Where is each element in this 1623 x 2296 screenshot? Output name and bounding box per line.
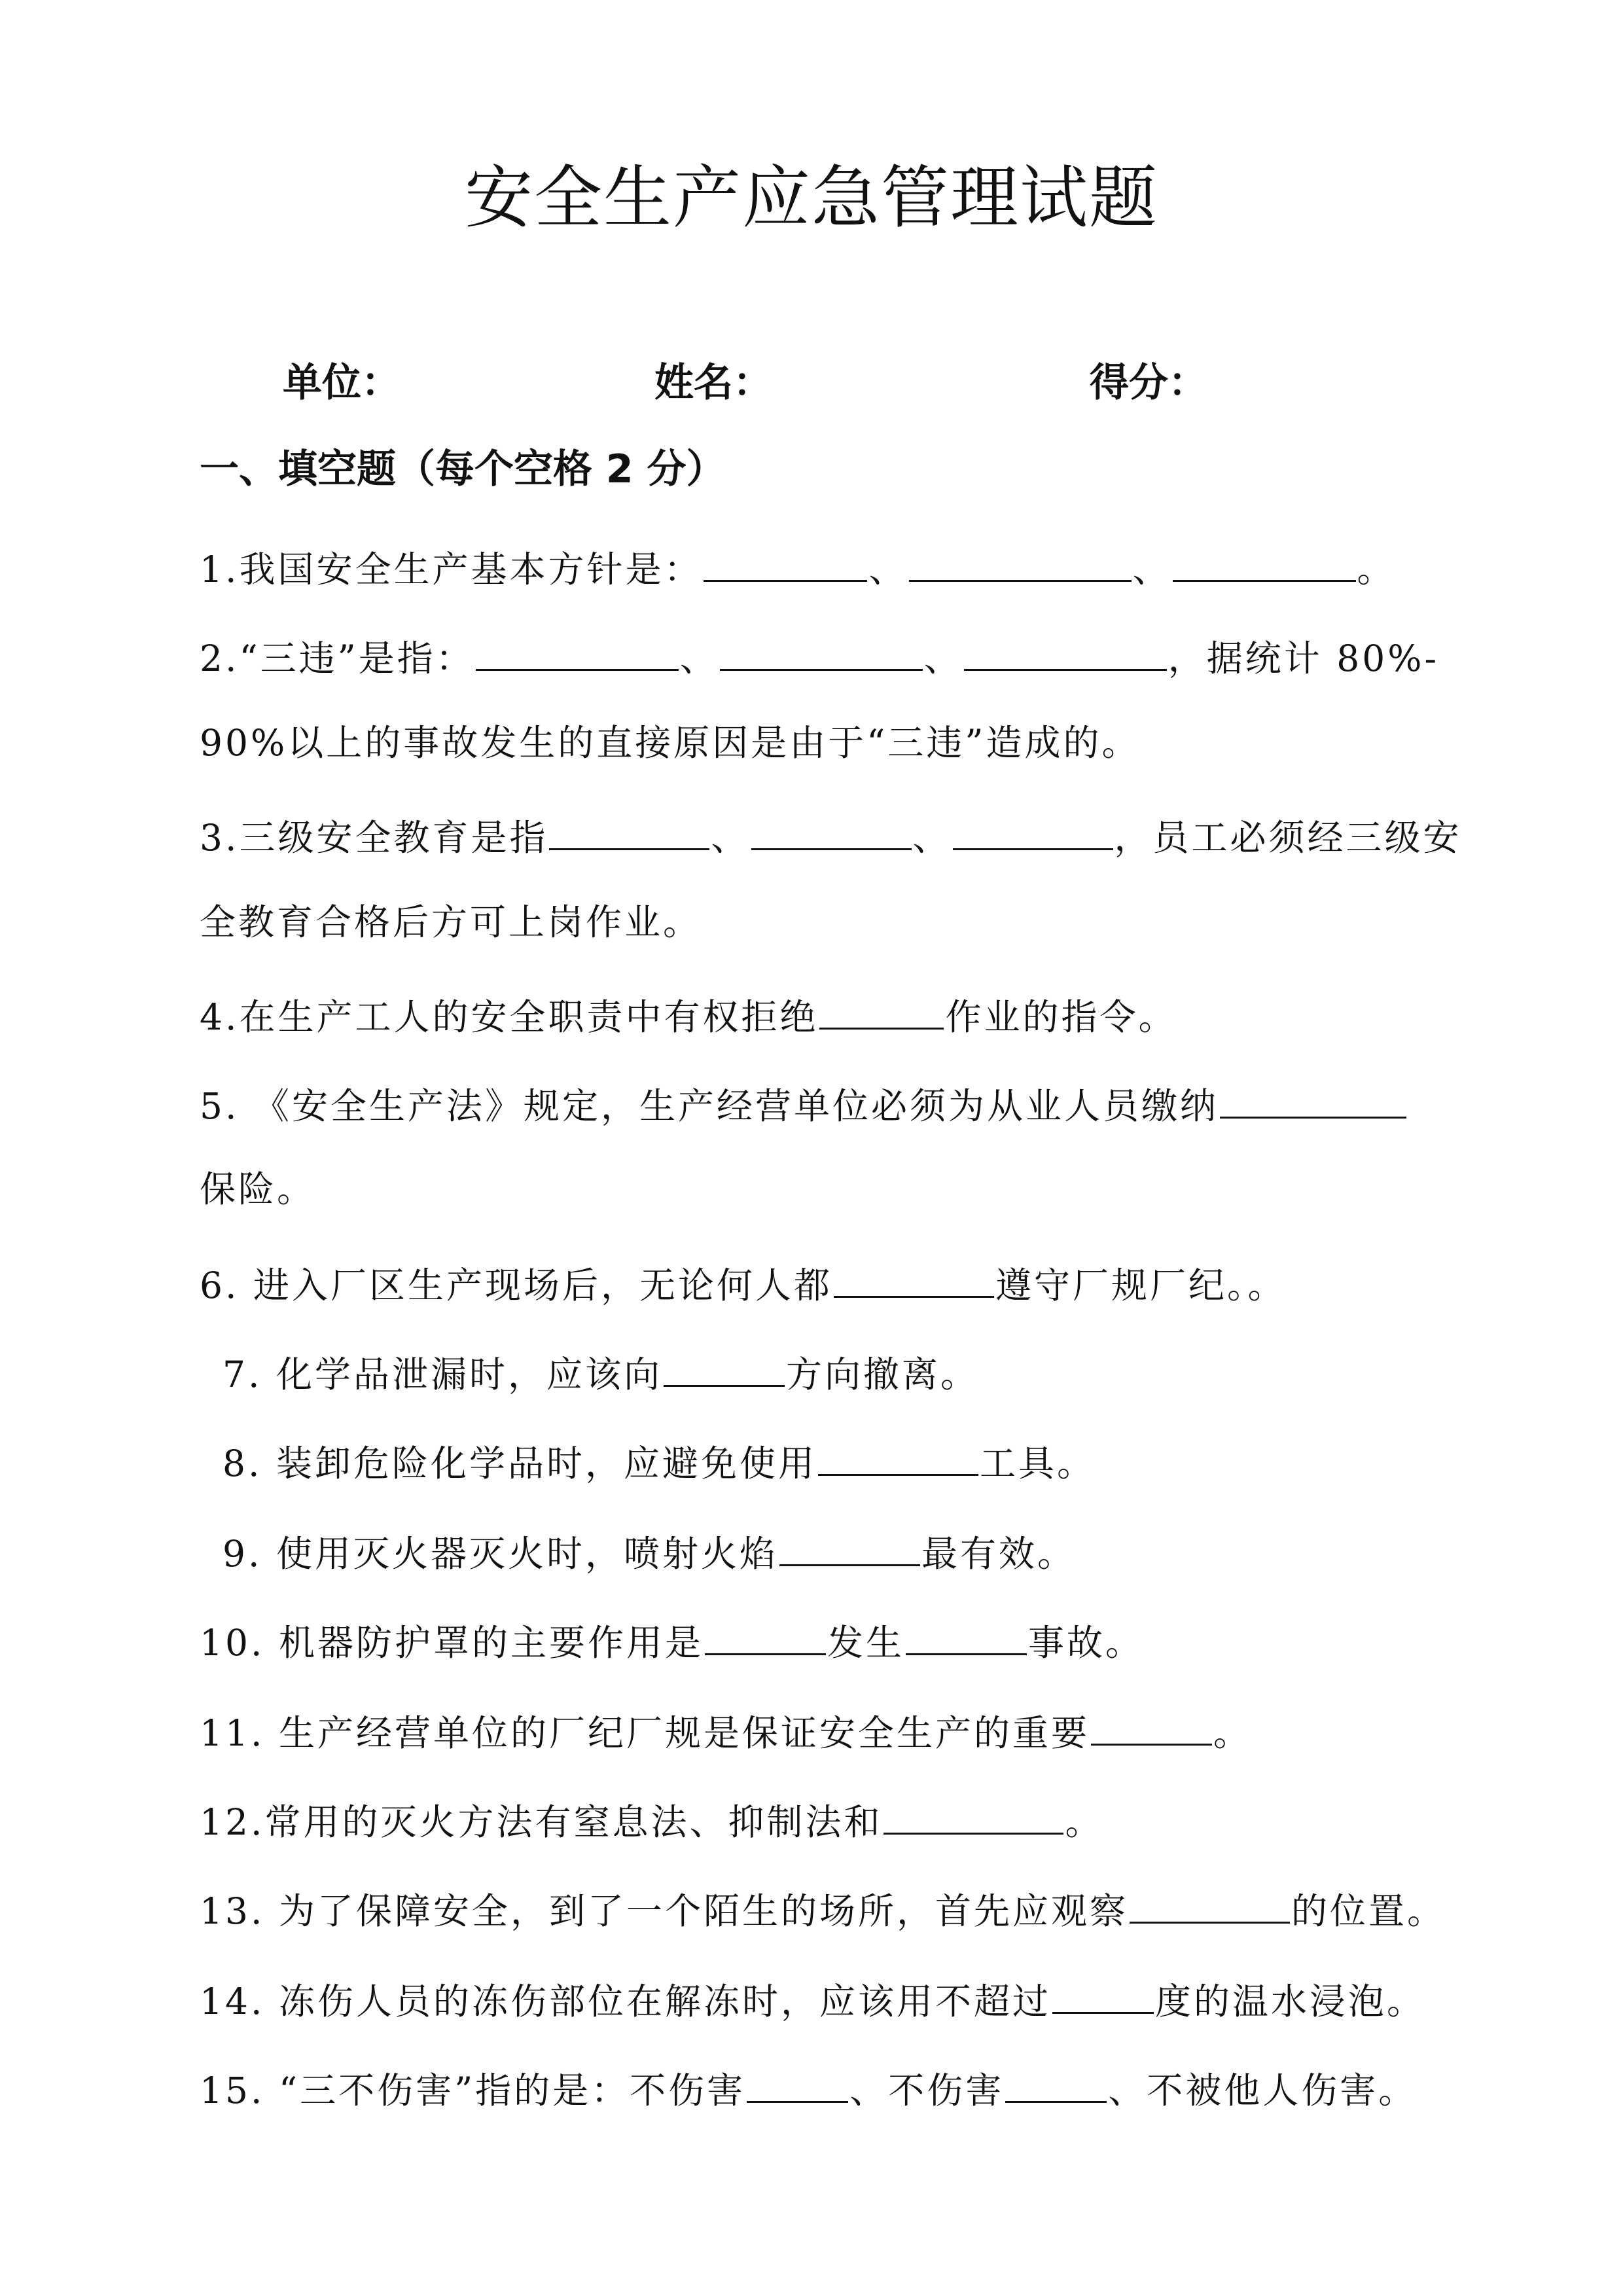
- question-9: 9. 使用灭火器灭火时，喷射火焰 最有效。: [223, 1518, 1076, 1583]
- answer-blank[interactable]: [818, 1428, 978, 1476]
- answer-blank[interactable]: [964, 623, 1167, 671]
- question-10: 10. 机器防护罩的主要作用是 发生 事故。: [200, 1607, 1144, 1672]
- question-1: 1.我国安全生产基本方针是： 、 、 。: [200, 534, 1396, 599]
- answer-blank[interactable]: [476, 623, 679, 671]
- answer-blank[interactable]: [720, 623, 923, 671]
- question-12-text: 12.常用的灭火方法有窒息法、抑制法和: [200, 1801, 883, 1843]
- answer-blank[interactable]: [704, 534, 867, 582]
- question-4-text: 4.在生产工人的安全职责中有权拒绝: [200, 996, 819, 1038]
- answer-blank[interactable]: [909, 534, 1132, 582]
- question-5-text: 5. 《安全生产法》规定，生产经营单位必须为从业人员缴纳: [200, 1085, 1219, 1127]
- question-8: 8. 装卸危险化学品时，应避免使用 工具。: [223, 1428, 1096, 1493]
- question-5-continued: 保险。: [200, 1168, 316, 1210]
- question-12: 12.常用的灭火方法有窒息法、抑制法和 。: [200, 1787, 1104, 1852]
- answer-blank[interactable]: [906, 1607, 1027, 1655]
- question-8-text: 8. 装卸危险化学品时，应避免使用: [223, 1443, 817, 1484]
- name-label: 姓名：: [654, 360, 772, 406]
- answer-blank[interactable]: [819, 982, 944, 1030]
- answer-blank[interactable]: [1005, 2055, 1107, 2103]
- answer-blank[interactable]: [953, 802, 1113, 850]
- question-5: [200, 1071, 1408, 1136]
- question-11: 11. 生产经营单位的厂纪厂规是保证安全生产的重要 。: [200, 1698, 1252, 1763]
- question-2: 2.“三违”是指： 、 、 ，据统计 80%-: [200, 623, 1439, 688]
- question-6: 6. 进入厂区生产现场后，无论何人都 遵守厂规厂纪。。: [200, 1250, 1286, 1315]
- question-3-continued: 全教育合格后方可上岗作业。: [200, 901, 702, 943]
- question-7-text: 7. 化学品泄漏时，应该向: [223, 1354, 662, 1395]
- question-3: 3.三级安全教育是指 、 、 ，员工必须经三级安: [200, 802, 1462, 867]
- score-label: 得分：: [1090, 360, 1207, 406]
- answer-blank[interactable]: [1130, 1876, 1290, 1924]
- question-6-text: 6. 进入厂区生产现场后，无论何人都: [200, 1265, 832, 1306]
- answer-blank[interactable]: [705, 1607, 826, 1655]
- question-14: 14. 冻伤人员的冻伤部位在解冻时，应该用不超过 度的温水浸泡。: [200, 1966, 1425, 2031]
- question-10-text: 10. 机器防护罩的主要作用是: [200, 1622, 704, 1664]
- question-2-continued: 90%以上的事故发生的直接原因是由于“三违”造成的。: [200, 722, 1141, 764]
- question-4: 4.在生产工人的安全职责中有权拒绝 作业的指令。: [200, 982, 1177, 1047]
- answer-blank[interactable]: [1091, 1698, 1212, 1746]
- question-7: 7. 化学品泄漏时，应该向 方向撤离。: [223, 1339, 979, 1404]
- answer-blank[interactable]: [1220, 1071, 1406, 1119]
- page-title: 安全生产应急管理试题: [464, 158, 1158, 238]
- answer-blank[interactable]: [664, 1339, 785, 1387]
- question-2-text: 2.“三违”是指：: [200, 637, 474, 679]
- question-15: 15. “三不伤害”指的是：不伤害 、不伤害 、不被他人伤害。: [200, 2055, 1417, 2120]
- answer-blank[interactable]: [883, 1787, 1063, 1835]
- question-14-text: 14. 冻伤人员的冻伤部位在解冻时，应该用不超过: [200, 1981, 1051, 2022]
- answer-blank[interactable]: [1173, 534, 1356, 582]
- question-13-text: 13. 为了保障安全，到了一个陌生的场所，首先应观察: [200, 1890, 1128, 1932]
- answer-blank[interactable]: [779, 1518, 920, 1566]
- unit-label: 单位：: [283, 360, 401, 406]
- answer-blank[interactable]: [549, 802, 709, 850]
- question-1-text: 1.我国安全生产基本方针是：: [200, 548, 703, 590]
- section-heading-fill-in: 一、填空题（每个空格 2 分）: [200, 446, 726, 492]
- question-11-text: 11. 生产经营单位的厂纪厂规是保证安全生产的重要: [200, 1712, 1090, 1754]
- question-15-text: 15. “三不伤害”指的是：不伤害: [200, 2070, 746, 2111]
- question-13: 13. 为了保障安全，到了一个陌生的场所，首先应观察 的位置。: [200, 1876, 1446, 1941]
- question-9-text: 9. 使用灭火器灭火时，喷射火焰: [223, 1533, 778, 1575]
- answer-blank[interactable]: [834, 1250, 994, 1298]
- answer-blank[interactable]: [747, 2055, 848, 2103]
- answer-blank[interactable]: [1052, 1966, 1154, 2014]
- answer-blank[interactable]: [751, 802, 912, 850]
- question-3-text: 3.三级安全教育是指: [200, 817, 548, 859]
